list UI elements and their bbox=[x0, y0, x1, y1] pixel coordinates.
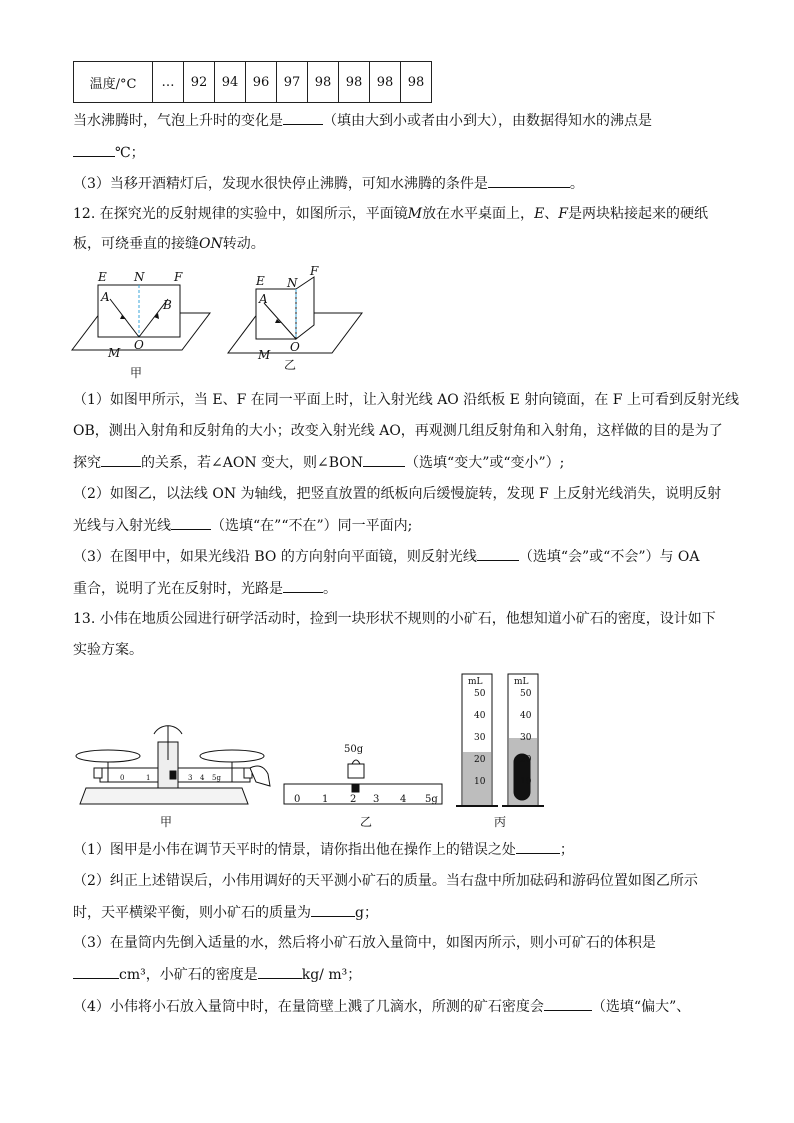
svg-text:mL: mL bbox=[468, 677, 483, 687]
table-header: 温度/°C bbox=[74, 62, 153, 103]
q13-intro-line1: 13. 小伟在地质公园进行研学活动时，捡到一块形状不规则的小矿石，他想知道小矿石的密度，设计如下 bbox=[73, 611, 716, 627]
rider-scale-yi bbox=[284, 760, 442, 804]
scale-bar bbox=[284, 784, 442, 804]
left-pan bbox=[76, 750, 140, 762]
answer-blank[interactable] bbox=[363, 452, 405, 467]
caption-jia: 甲 bbox=[160, 815, 173, 829]
label-E: E bbox=[256, 274, 265, 288]
svg-text:0: 0 bbox=[120, 774, 125, 782]
table-cell: 98 bbox=[370, 62, 401, 103]
caption-yi: 乙 bbox=[284, 358, 297, 372]
label-F: F bbox=[174, 270, 183, 284]
answer-blank[interactable] bbox=[516, 839, 560, 854]
table-cell: 98 bbox=[308, 62, 339, 103]
svg-text:50: 50 bbox=[520, 689, 532, 699]
table-cell: … bbox=[153, 62, 184, 103]
answer-blank[interactable] bbox=[258, 964, 302, 979]
svg-text:1: 1 bbox=[146, 774, 151, 782]
caption-jia: 甲 bbox=[130, 366, 143, 380]
balance-base bbox=[80, 788, 248, 804]
q13-intro-line2: 实验方案。 bbox=[73, 642, 143, 658]
table-cell: 98 bbox=[401, 62, 432, 103]
answer-blank[interactable] bbox=[488, 173, 570, 188]
answer-blank[interactable] bbox=[311, 902, 355, 917]
paper-board-F bbox=[296, 277, 314, 339]
answer-blank[interactable] bbox=[101, 452, 141, 467]
q12-p1-line1: （1）如图甲所示，当 E、F 在同一平面上时，让入射光线 AO 沿纸板 E 射向镜面，在 F 上可看到反射光线 bbox=[73, 392, 739, 408]
q13-p3-line2: cm³，小矿石的密度是 kg/ m³； bbox=[73, 964, 361, 985]
hand-icon bbox=[250, 766, 270, 786]
reflection-figure bbox=[70, 265, 370, 385]
svg-text:5g: 5g bbox=[425, 794, 438, 805]
svg-text:2: 2 bbox=[350, 794, 357, 805]
table-cell: 97 bbox=[277, 62, 308, 103]
svg-text:3: 3 bbox=[188, 774, 193, 782]
svg-text:40: 40 bbox=[520, 711, 532, 721]
q13-p3-line1: （3）在量筒内先倒入适量的水，然后将小矿石放入量筒中，如图丙所示，则小可矿石的体积是 bbox=[73, 935, 656, 951]
rider bbox=[170, 771, 176, 779]
right-pan bbox=[200, 750, 264, 762]
label-A: A bbox=[101, 290, 110, 304]
answer-blank[interactable] bbox=[283, 110, 323, 125]
answer-blank[interactable] bbox=[283, 578, 323, 593]
q12-p3-line1: （3）在图甲中，如果光线沿 BO 的方向射向平面镜，则反射光线 （选填“会”或“不会”）与 OA bbox=[73, 546, 700, 567]
svg-text:20: 20 bbox=[474, 755, 486, 765]
q12-p2-line1: （2）如图乙，以法线 ON 为轴线，把竖直放置的纸板向后缓慢旋转，发现 F 上反射光线消失，说明反射 bbox=[73, 486, 722, 502]
answer-blank[interactable] bbox=[73, 964, 119, 979]
table-cell: 96 bbox=[246, 62, 277, 103]
svg-text:40: 40 bbox=[474, 711, 486, 721]
svg-text:30: 30 bbox=[520, 733, 532, 743]
table-cell: 92 bbox=[184, 62, 215, 103]
caption-yi: 乙 bbox=[360, 815, 373, 829]
label-F: F bbox=[310, 265, 319, 278]
q11-line2: ℃； bbox=[73, 142, 145, 163]
svg-text:1: 1 bbox=[322, 794, 329, 805]
q13-p2-line1: （2）纠正上述错误后，小伟用调好的天平测小矿石的质量。当右盘中所加砝码和游码位置如图乙所示 bbox=[73, 873, 698, 889]
label-M: M bbox=[258, 348, 271, 362]
q13-p4: （4）小伟将小石放入量筒中时，在量筒壁上溅了几滴水，所测的矿石密度会 （选填“偏大”、 bbox=[73, 996, 690, 1017]
q12-intro-line1: 12. 在探究光的反射规律的实验中，如图所示，平面镜M放在水平桌面上，E、F是两块粘接起来的硬纸 bbox=[73, 206, 709, 222]
q12-p1-line2: OB，测出入射角和反射角的大小；改变入射光线 AO，再观测几组反射角和入射角，这样做的目的是为了 bbox=[73, 423, 723, 439]
answer-blank[interactable] bbox=[477, 546, 519, 561]
table-cell: 94 bbox=[215, 62, 246, 103]
label-E: E bbox=[98, 270, 107, 284]
weight-label: 50g bbox=[344, 744, 364, 755]
answer-blank[interactable] bbox=[544, 996, 592, 1011]
density-figure bbox=[70, 664, 560, 834]
svg-text:30: 30 bbox=[474, 733, 486, 743]
svg-text:5g: 5g bbox=[212, 774, 221, 782]
q11-line1: 当水沸腾时，气泡上升时的变化是 （填由大到小或者由小到大），由数据得知水的沸点是 bbox=[73, 110, 652, 131]
svg-text:4: 4 bbox=[400, 794, 407, 805]
q12-p2-line2: 光线与入射光线 （选填“在”“不在”）同一平面内; bbox=[73, 515, 412, 536]
label-N: N bbox=[287, 276, 298, 290]
table-cell: 98 bbox=[339, 62, 370, 103]
caption-bing: 丙 bbox=[494, 815, 507, 829]
label-A: A bbox=[259, 292, 268, 306]
svg-text:20: 20 bbox=[520, 755, 532, 765]
label-M: M bbox=[108, 346, 121, 360]
svg-text:10: 10 bbox=[474, 777, 486, 787]
svg-text:4: 4 bbox=[200, 774, 205, 782]
label-N: N bbox=[134, 270, 145, 284]
answer-blank[interactable] bbox=[171, 515, 211, 530]
q11-line3: （3）当移开酒精灯后，发现水很快停止沸腾，可知水沸腾的条件是 。 bbox=[73, 173, 584, 194]
label-O: O bbox=[134, 338, 144, 352]
answer-blank[interactable] bbox=[73, 142, 115, 157]
svg-text:3: 3 bbox=[373, 794, 380, 805]
balance-nut bbox=[94, 768, 102, 778]
weight-50g bbox=[348, 764, 364, 778]
balance-jia bbox=[76, 726, 270, 804]
svg-text:10: 10 bbox=[520, 777, 532, 787]
label-O: O bbox=[290, 340, 300, 354]
svg-text:mL: mL bbox=[514, 677, 529, 687]
q13-p2-line2: 时，天平横梁平衡，则小矿石的质量为 g； bbox=[73, 902, 378, 923]
q13-p1: （1）图甲是小伟在调节天平时的情景，请你指出他在操作上的错误之处 ； bbox=[73, 839, 574, 860]
svg-text:0: 0 bbox=[294, 794, 301, 805]
q12-p3-line2: 重合，说明了光在反射时，光路是 。 bbox=[73, 578, 337, 599]
weight-hook bbox=[352, 760, 360, 764]
temperature-table bbox=[73, 61, 432, 103]
svg-text:50: 50 bbox=[474, 689, 486, 699]
q12-intro-line2: 板，可绕垂直的接缝ON转动。 bbox=[73, 236, 265, 252]
rider bbox=[352, 784, 359, 792]
q12-p1-line3: 探究 的关系，若∠AON 变大，则∠BON （选填“变大”或“变小”）; bbox=[73, 452, 564, 473]
label-B: B bbox=[163, 298, 172, 312]
